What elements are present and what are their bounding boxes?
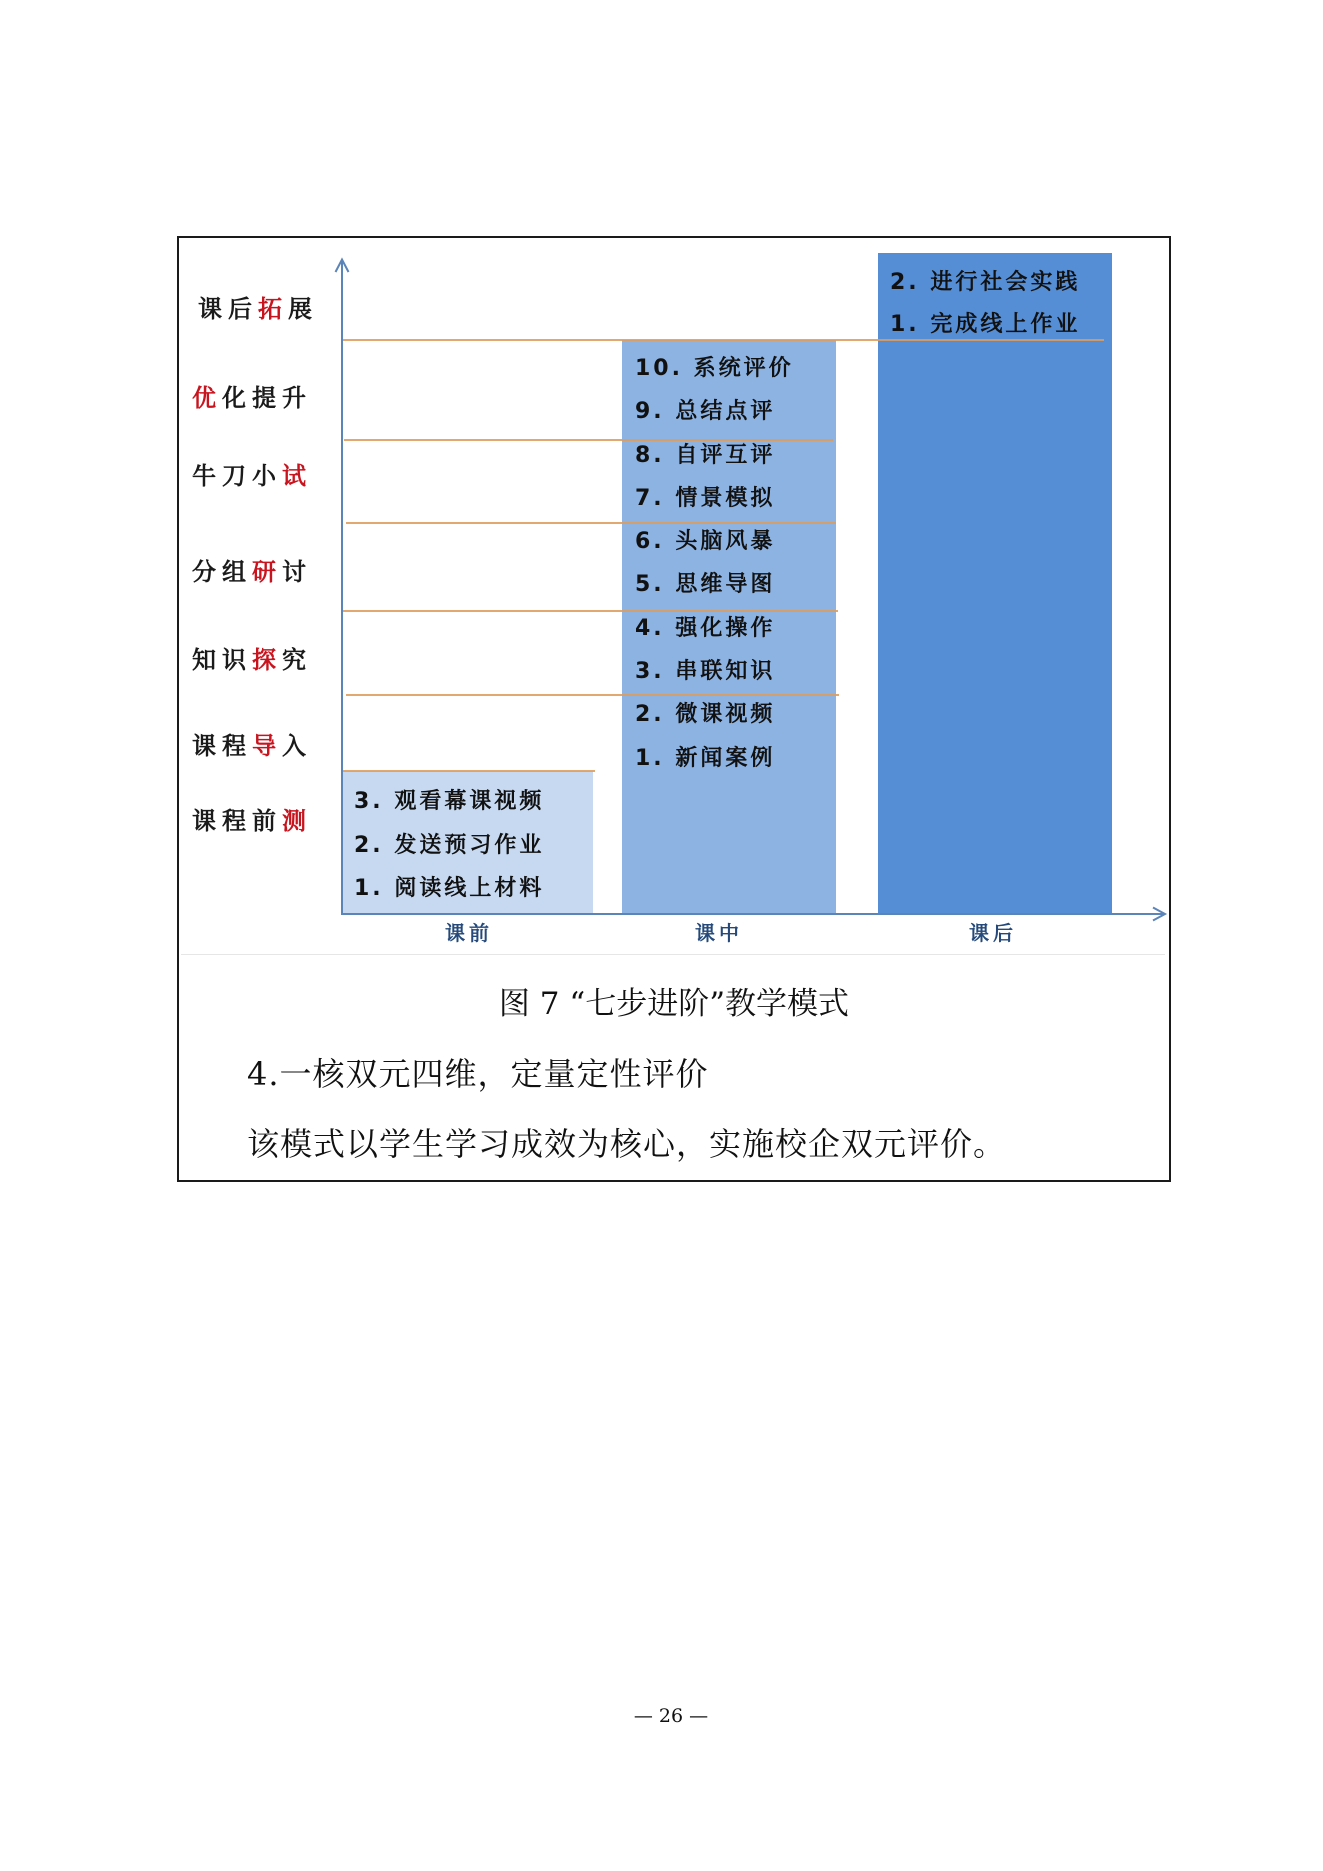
- y-axis-label: [192, 731, 312, 761]
- y-label-highlight-char: 测: [282, 807, 312, 835]
- step-item: 8. 自评互评: [635, 442, 776, 468]
- step-item: 10. 系统评价: [635, 356, 794, 381]
- y-label-text: 展: [288, 295, 318, 323]
- y-label-text: 课程前: [192, 807, 282, 835]
- step-item: 9. 总结点评: [635, 399, 776, 425]
- step-item: 4. 强化操作: [635, 615, 776, 641]
- step-item: 1. 新闻案例: [635, 745, 776, 771]
- step-item: 1. 完成线上作业: [890, 312, 1081, 337]
- y-axis-label: [192, 557, 312, 587]
- step-item: 7. 情景模拟: [635, 485, 776, 511]
- step-item: 1. 阅读线上材料: [354, 876, 545, 901]
- y-label-text: 课后: [198, 295, 258, 323]
- section-heading: 4.一核双元四维，定量定性评价: [247, 1055, 709, 1093]
- y-axis-label: [192, 461, 312, 491]
- y-axis-label: [192, 383, 312, 413]
- figure-caption: 图 7 “七步进阶”教学模式: [498, 986, 850, 1022]
- page-number: — 26 —: [633, 1705, 709, 1727]
- y-label-text: 究: [282, 646, 312, 674]
- y-label-highlight-char: 拓: [258, 295, 288, 323]
- y-label-text: 课程: [192, 732, 252, 760]
- step-item: 2. 发送预习作业: [354, 832, 545, 858]
- y-label-highlight-char: 导: [252, 732, 282, 760]
- y-label-text: 讨: [282, 558, 312, 586]
- body-paragraph: 该模式以学生学习成效为核心，实施校企双元评价。: [247, 1125, 1007, 1163]
- step-item: 5. 思维导图: [635, 572, 776, 598]
- y-label-text: 入: [282, 732, 312, 760]
- step-item: 3. 观看幕课视频: [354, 789, 545, 814]
- y-label-text: 牛刀小: [192, 462, 282, 490]
- y-label-highlight-char: 研: [252, 558, 282, 586]
- pre-class-step-list: [354, 780, 544, 911]
- x-axis-label: 课前: [445, 921, 493, 945]
- y-axis-label: [192, 806, 312, 836]
- post-class-step-list: [890, 262, 1080, 346]
- y-axis-label: [198, 294, 318, 324]
- step-item: 2. 进行社会实践: [890, 270, 1081, 295]
- in-class-step-list: [635, 347, 794, 780]
- y-label-highlight-char: 优: [192, 384, 222, 412]
- y-label-highlight-char: 探: [252, 646, 282, 674]
- step-item: 3. 串联知识: [635, 659, 776, 685]
- step-item: 6. 头脑风暴: [635, 529, 776, 555]
- y-axis-label: [192, 645, 312, 675]
- y-label-text: 化提升: [222, 384, 312, 412]
- x-axis-label: 课后: [969, 921, 1017, 945]
- step-item: 2. 微课视频: [635, 702, 776, 728]
- y-label-text: 知识: [192, 646, 252, 674]
- x-axis-label: 课中: [695, 921, 743, 945]
- y-label-highlight-char: 试: [282, 462, 312, 490]
- y-label-text: 分组: [192, 558, 252, 586]
